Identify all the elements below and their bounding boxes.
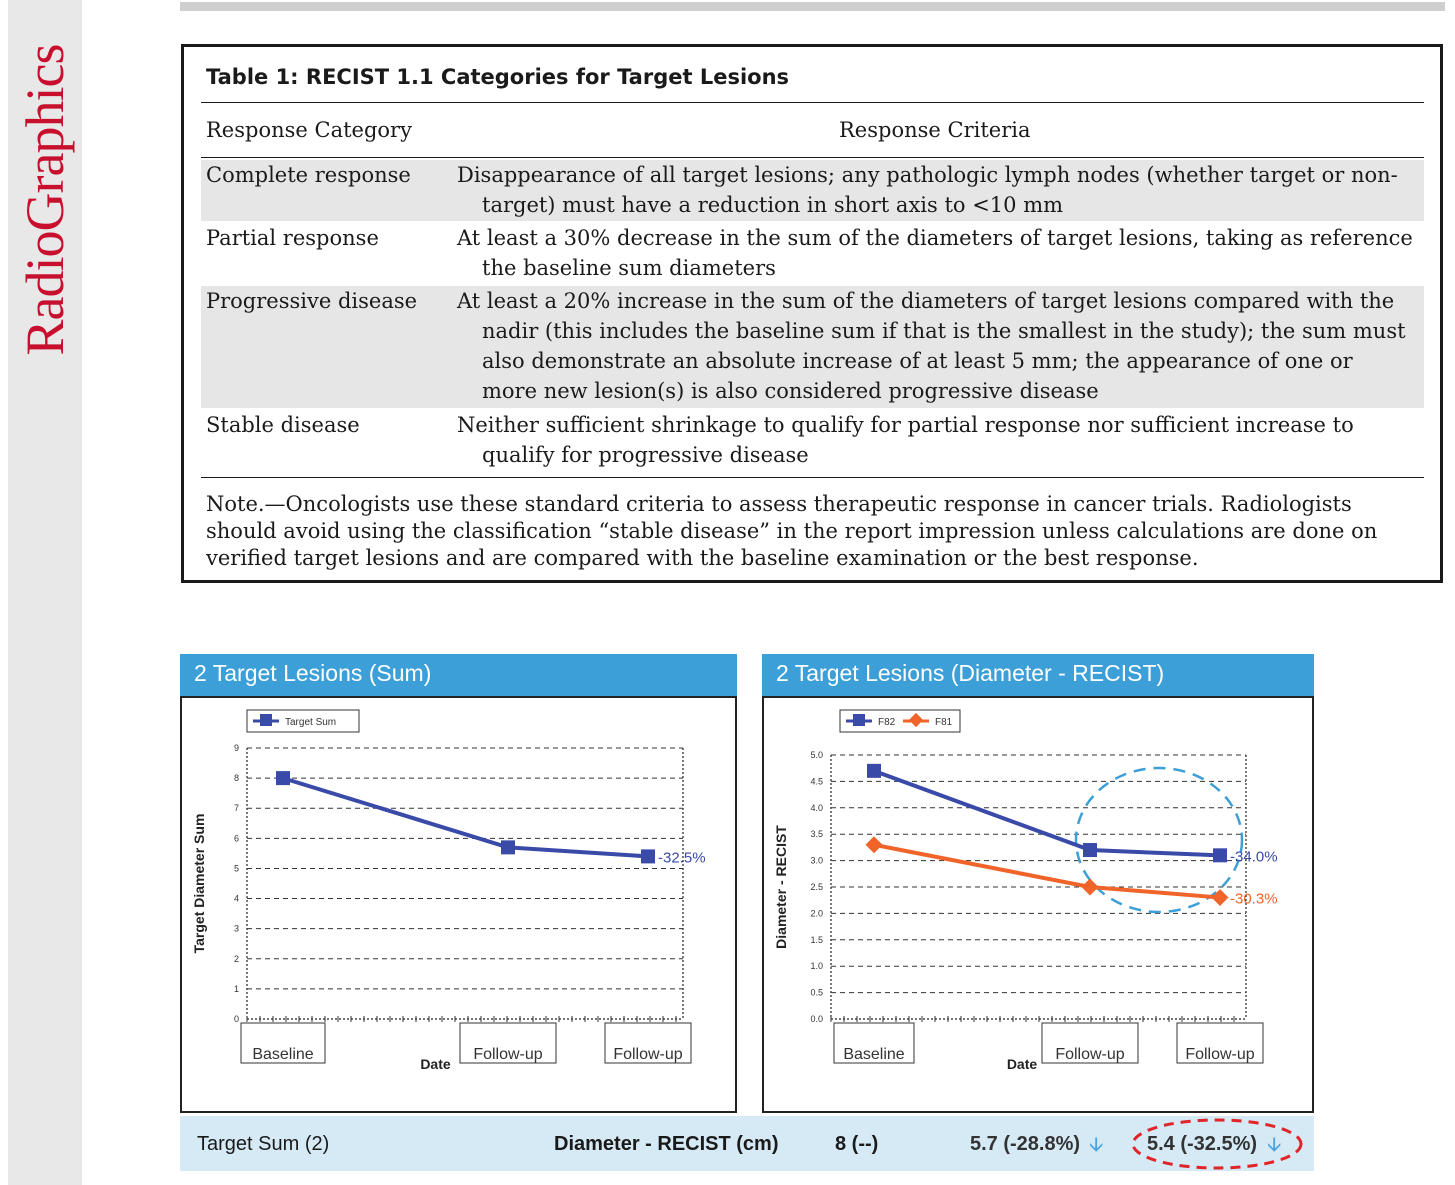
y-axis-label: Target Diameter Sum: [191, 813, 207, 954]
data-point: [501, 840, 515, 854]
series-end-label: -34.0%: [1230, 848, 1278, 866]
table-title: Table 1: RECIST 1.1 Categories for Target Lesions: [206, 65, 790, 89]
y-tick-label: 9: [233, 743, 239, 753]
y-tick-label: 7: [233, 803, 239, 814]
journal-brand: [8, 0, 82, 400]
row-category: Complete response: [206, 163, 411, 187]
y-tick-label: 4.5: [810, 776, 823, 787]
row-criteria: At least a 30% decrease in the sum of the diameters of target lesions, taking as reference the baseline sum diameters: [457, 226, 1413, 280]
data-point: [1212, 889, 1229, 906]
data-point: [1083, 843, 1097, 857]
x-tick-label: Follow-up: [1055, 1046, 1125, 1063]
x-axis-label: Date: [1006, 1056, 1038, 1072]
table-row: [201, 160, 1424, 221]
row-criteria: Neither sufficient shrinkage to qualify for partial response nor sufficient increase to qualify for progressive disease: [457, 413, 1354, 467]
row-criteria: Disappearance of all target lesions; any pathologic lymph nodes (whether target or non-target) must have a reduction in short axis to <10 mm: [457, 163, 1398, 217]
y-tick-label: 1.0: [810, 961, 823, 972]
table-note: Note.—Oncologists use these standard criteria to assess therapeutic response in cancer trials. Radiologists should avoid using the classification “stable disease” in the report impression unless calculations are done on verified target lesions and are compared with the baseline examination or the best response.: [206, 492, 1378, 570]
chart1-frame: [180, 696, 737, 1113]
chart1-header: [180, 654, 737, 696]
y-tick-label: 1: [233, 983, 239, 994]
series-line: [874, 771, 1220, 855]
legend-label: F82: [878, 717, 896, 728]
y-tick-label: 5: [233, 863, 239, 874]
row-category: Partial response: [206, 226, 379, 250]
row-category: Progressive disease: [206, 289, 418, 313]
x-tick-label: Follow-up: [473, 1046, 543, 1063]
footer-label: Target Sum (2): [197, 1133, 330, 1155]
x-tick-label: Baseline: [252, 1046, 314, 1063]
header-response-criteria: Response Criteria: [839, 118, 1031, 142]
chart2-svg: [764, 698, 1312, 1111]
chart1-title: 2 Target Lesions (Sum): [194, 660, 432, 686]
y-tick-label: 6: [233, 833, 239, 844]
table-rule-header: [201, 157, 1424, 158]
row-category: Stable disease: [206, 413, 360, 437]
x-tick-label: Follow-up: [613, 1046, 683, 1063]
legend-label: F81: [935, 717, 953, 728]
footer-baseline: 8 (--): [835, 1133, 879, 1155]
data-point: [276, 771, 290, 785]
x-axis-label: Date: [420, 1056, 451, 1072]
footer-followup2: 5.4 (-32.5%): [1147, 1133, 1258, 1155]
chart2-frame: [762, 696, 1314, 1113]
y-tick-label: 0.5: [810, 987, 823, 998]
row-criteria: At least a 20% increase in the sum of the diameters of target lesions compared with the nadir (this includes the baseline sum if that is the smallest in the study); the sum must also demonstrate an absolute increase of at least 5 mm; the appearance of one or more new lesion(s) is also considered progressive disease: [457, 289, 1406, 403]
recist-table: [181, 44, 1443, 583]
y-tick-label: 2: [233, 953, 239, 964]
x-tick-label: Follow-up: [1185, 1046, 1255, 1063]
y-tick-label: 0.0: [810, 1014, 823, 1024]
table-row: [201, 410, 1424, 474]
legend-swatch-marker: [260, 714, 272, 726]
y-tick-label: 2.5: [810, 882, 823, 892]
footer-followup1: 5.7 (-28.8%): [970, 1133, 1081, 1155]
y-tick-label: 4.0: [810, 802, 823, 813]
brand-text: RadioGraphics: [15, 44, 75, 356]
chart2-title: 2 Target Lesions (Diameter - RECIST): [776, 660, 1165, 686]
y-axis-label: Diameter - RECIST: [773, 825, 789, 949]
down-arrow-icon: 🡫: [1267, 1134, 1282, 1156]
data-point: [866, 836, 883, 853]
y-tick-label: 3: [233, 923, 239, 934]
y-tick-label: 3.0: [810, 855, 823, 866]
series-end-label: -30.3%: [1230, 890, 1278, 908]
x-tick-label: Baseline: [843, 1046, 905, 1063]
data-point: [867, 764, 881, 778]
table-rule-top: [201, 102, 1424, 103]
y-tick-label: 5.0: [810, 750, 823, 760]
table-rule-bottom: [201, 477, 1424, 478]
summary-footer: [180, 1116, 1314, 1171]
data-point: [1213, 848, 1227, 862]
y-tick-label: 2.0: [810, 908, 823, 919]
y-tick-label: 3.5: [810, 829, 823, 840]
footer-metric: Diameter - RECIST (cm): [554, 1133, 779, 1155]
y-tick-label: 8: [233, 773, 239, 784]
data-point: [1082, 879, 1099, 896]
table-row: [201, 223, 1424, 284]
chart1-svg: [182, 698, 735, 1111]
header-response-category: Response Category: [206, 118, 412, 142]
data-point: [641, 849, 655, 863]
y-tick-label: 4: [233, 893, 239, 904]
highlight-ellipse-blue: [1076, 768, 1242, 912]
top-rule: [180, 2, 1445, 11]
y-tick-label: 0: [233, 1014, 239, 1024]
chart2-header: [762, 654, 1314, 696]
series-end-label: -32.5%: [658, 849, 706, 867]
y-tick-label: 1.5: [810, 934, 823, 945]
legend-label: Target Sum: [285, 717, 337, 728]
table-row: [201, 286, 1424, 408]
down-arrow-icon: 🡫: [1089, 1134, 1104, 1156]
series-line: [283, 778, 648, 856]
legend-swatch-marker: [853, 714, 865, 726]
